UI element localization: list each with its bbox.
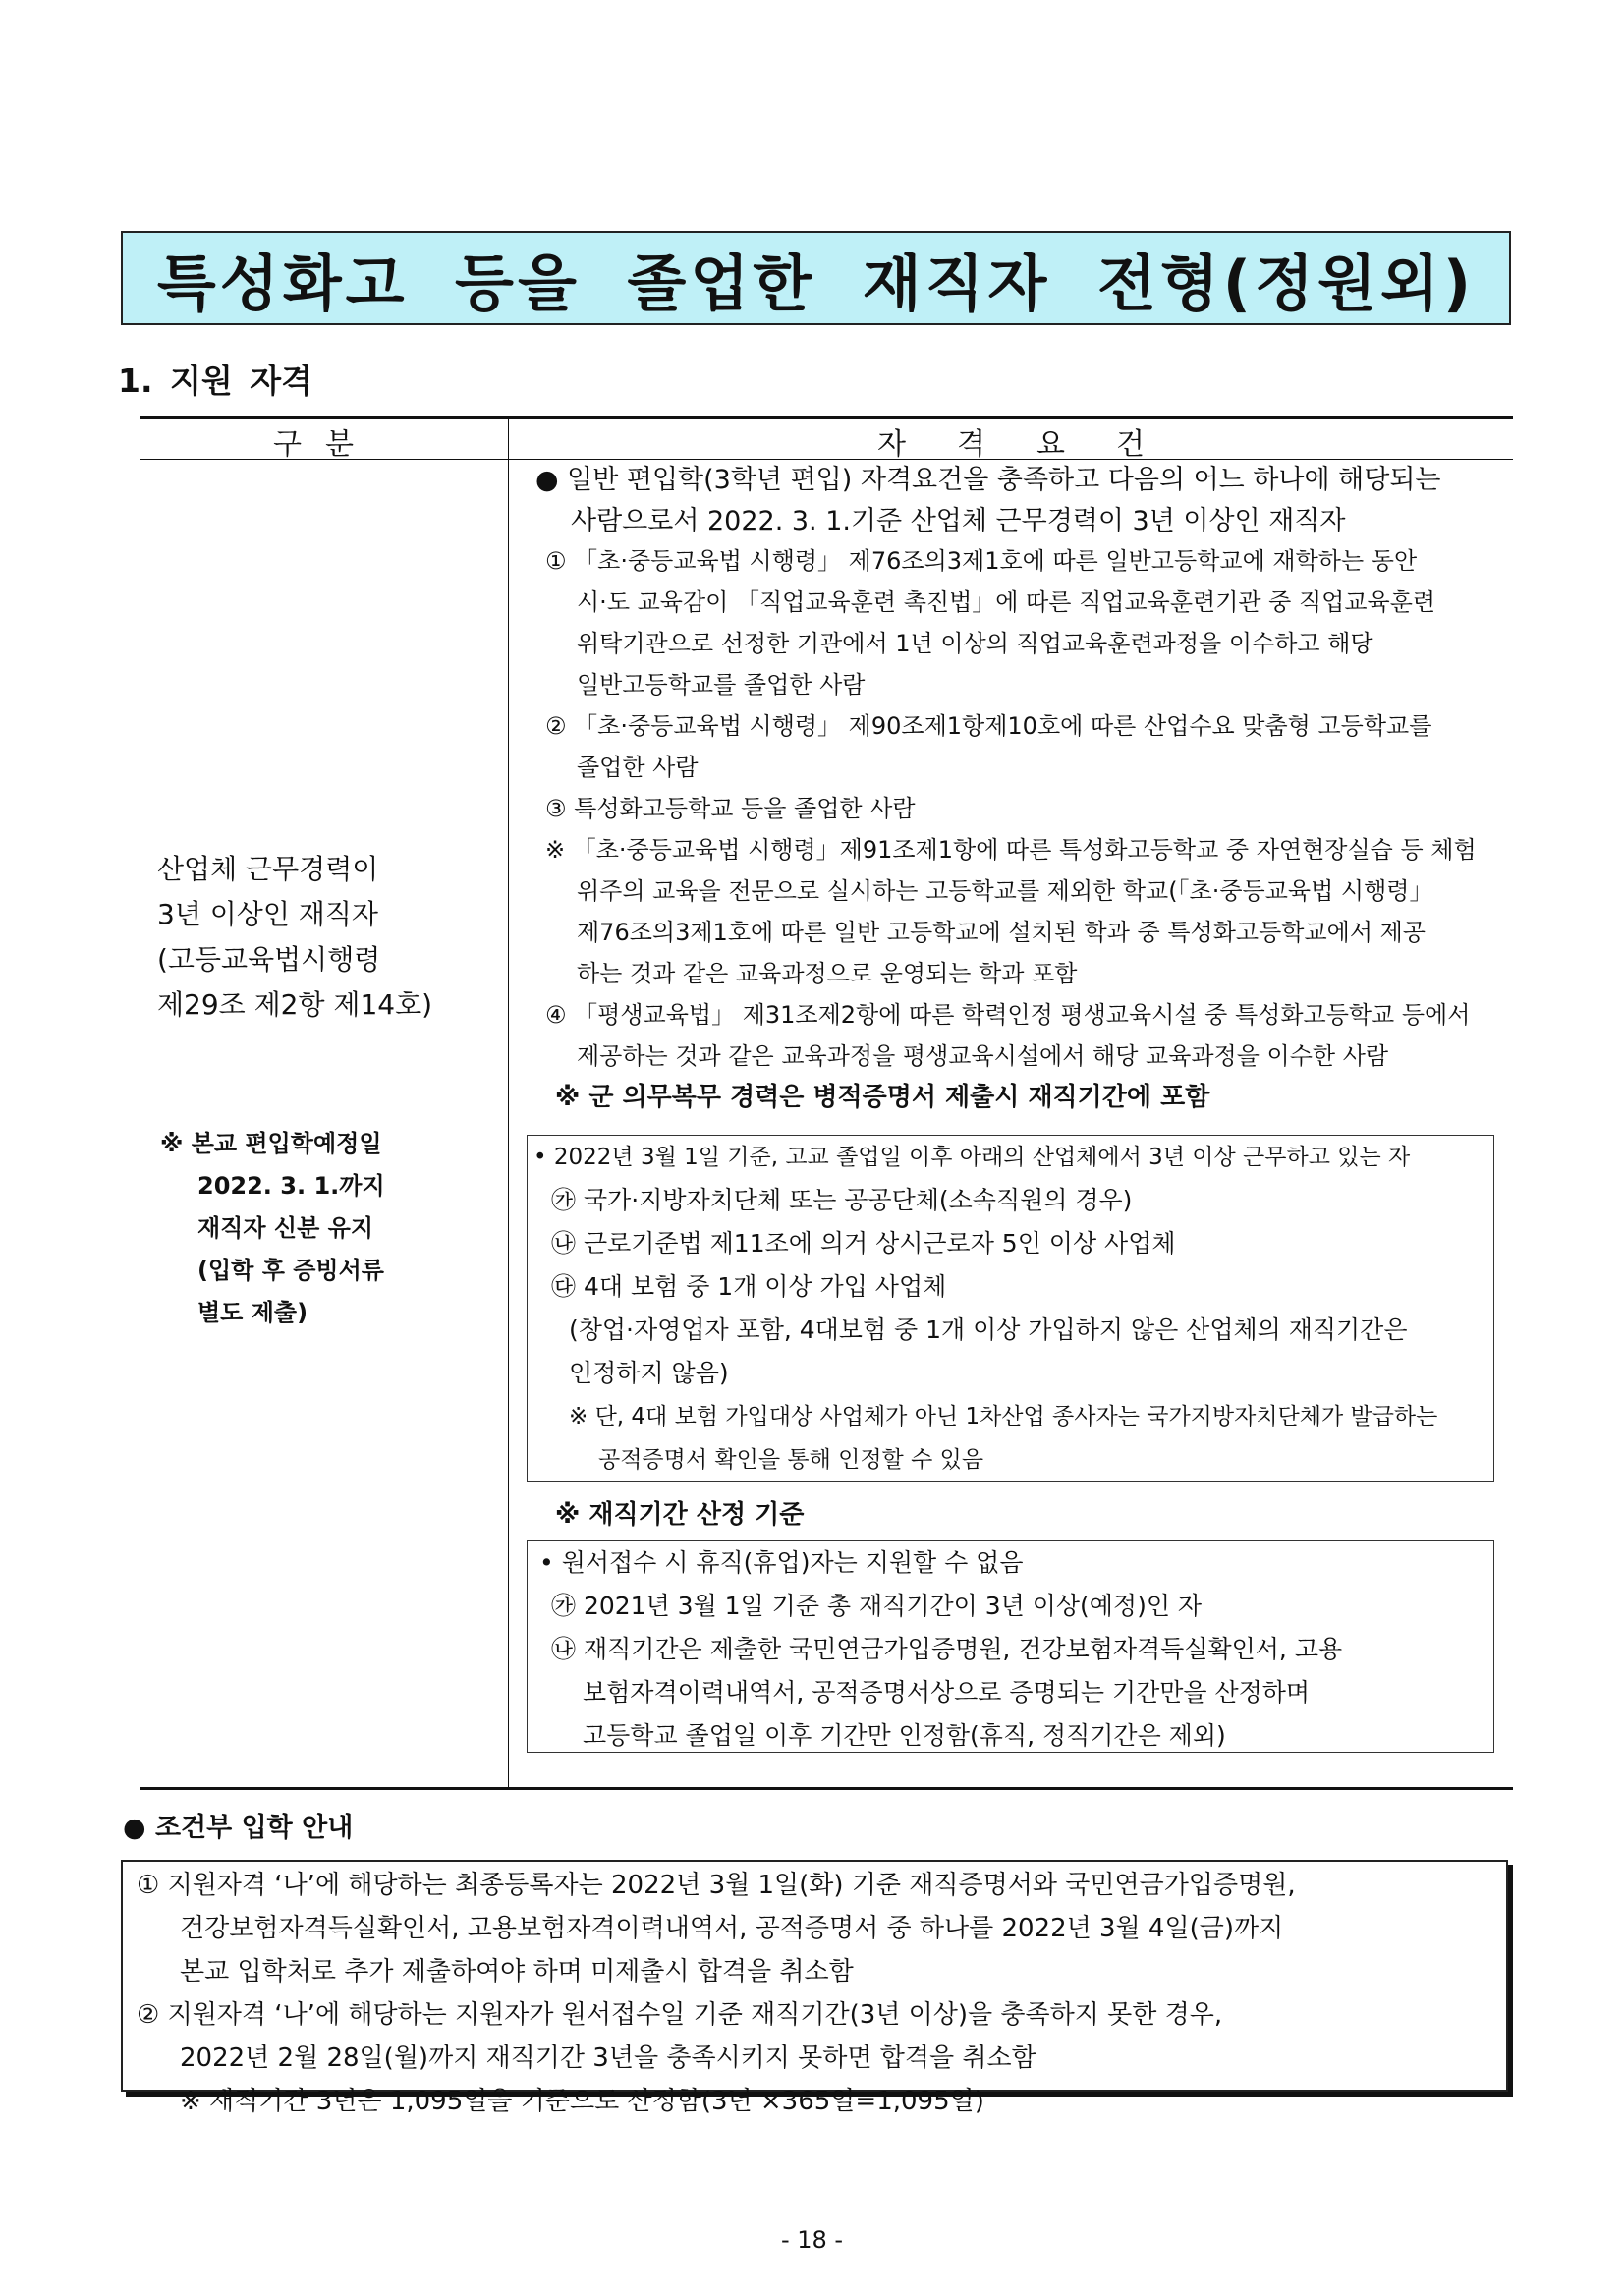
requirements-list — [535, 458, 1477, 1118]
employer-criteria-line: ㉯ 근로기준법 제11조에 의거 상시근로자 5인 이상 사업체 — [551, 1229, 1176, 1258]
table-header-requirements: 자격요건 — [877, 427, 1196, 462]
employer-criteria-line: ※ 단, 4대 보험 가입대상 사업체가 아닌 1차산업 종사자는 국가지방자치단체가 발급하는 — [569, 1404, 1438, 1429]
requirement-line: 하는 것과 같은 교육과정으로 운영되는 학과 포함 — [577, 960, 1078, 987]
requirement-line: 위탁기관으로 선정한 기관에서 1년 이상의 직업교육훈련과정을 이수하고 해당 — [577, 630, 1373, 657]
table-top-rule — [140, 416, 1513, 419]
period-heading: ※ 재직기간 산정 기준 — [555, 1500, 805, 1530]
category-line: 제29조 제2항 제14호) — [157, 988, 433, 1021]
title-banner — [121, 231, 1511, 325]
period-criteria-line: ㉯ 재직기간은 제출한 국민연금가입증명원, 건강보험자격득실확인서, 고용 — [551, 1635, 1343, 1663]
period-criteria-line: 보험자격이력내역서, 공적증명서상으로 증명되는 기간만을 산정하며 — [583, 1678, 1311, 1707]
requirement-line: 제공하는 것과 같은 교육과정을 평생교육시설에서 해당 교육과정을 이수한 사람 — [577, 1042, 1389, 1070]
requirement-line: 제76조의3제1호에 따른 일반 고등학교에 설치된 학과 중 특성화고등학교에서 제공 — [577, 919, 1426, 946]
category-note-line: 재직자 신분 유지 — [197, 1214, 373, 1242]
category-line: 산업체 근무경력이 — [157, 853, 379, 885]
period-criteria-line: ㉮ 2021년 3월 1일 기준 총 재직기간이 3년 이상(예정)인 자 — [551, 1592, 1203, 1620]
category-line: (고등교육법시행령 — [157, 943, 381, 976]
employer-criteria-line: ㉮ 국가·지방자치단체 또는 공공단체(소속직원의 경우) — [551, 1186, 1133, 1214]
employer-criteria-line: ㉰ 4대 보험 중 1개 이상 가입 사업체 — [551, 1272, 947, 1301]
conditional-heading: ● 조건부 입학 안내 — [123, 1813, 354, 1843]
table-column-divider — [508, 416, 509, 1789]
category-note-line: (입학 후 증빙서류 — [197, 1257, 384, 1284]
conditional-line: ② 지원자격 ‘나’에 해당하는 지원자가 원서접수일 기준 재직기간(3년 이상)을 충족하지 못한 경우, — [137, 2000, 1223, 2030]
category-line: 3년 이상인 재직자 — [157, 898, 378, 930]
conditional-line: 2022년 2월 28일(월)까지 재직기간 3년을 충족시키지 못하면 합격을 취소함 — [180, 2044, 1036, 2073]
page-number: - 18 - — [780, 2226, 844, 2254]
requirement-line: 사람으로서 2022. 3. 1.기준 산업체 근무경력이 3년 이상인 재직자 — [571, 506, 1346, 536]
category-note-line: 별도 제출) — [197, 1299, 308, 1326]
requirement-line: 일반고등학교를 졸업한 사람 — [577, 671, 866, 699]
table-header-category: 구분 — [273, 427, 377, 462]
employer-criteria-line: • 2022년 3월 1일 기준, 고교 졸업일 이후 아래의 산업체에서 3년 이상 근무하고 있는 자 — [533, 1145, 1411, 1170]
requirement-line: 시·도 교육감이 「직업교육훈련 촉진법」에 따른 직업교육훈련기관 중 직업교육훈련 — [577, 588, 1436, 616]
employer-criteria-line: 공적증명서 확인을 통해 인정할 수 있음 — [598, 1447, 984, 1473]
employer-criteria-line: (창업·자영업자 포함, 4대보험 중 1개 이상 가입하지 않은 산업체의 재직기간은 — [569, 1316, 1408, 1344]
conditional-line: 본교 입학처로 추가 제출하여야 하며 미제출시 합격을 취소함 — [180, 1957, 854, 1987]
category-note-line: ※ 본교 편입학예정일 — [160, 1130, 382, 1157]
conditional-line: 건강보험자격득실확인서, 고용보험자격이력내역서, 공적증명서 중 하나를 2022년 3월 4일(금)까지 — [180, 1914, 1284, 1943]
requirement-line: 위주의 교육을 전문으로 실시하는 고등학교를 제외한 학교(「초·중등교육법 시행령」 — [577, 877, 1433, 905]
period-criteria-box — [527, 1540, 1494, 1753]
employer-criteria-box — [527, 1135, 1494, 1482]
requirement-line: ● 일반 편입학(3학년 편입) 자격요건을 충족하고 다음의 어느 하나에 해당되는 — [535, 465, 1441, 495]
requirement-line: ② 「초·중등교육법 시행령」 제90조제1항제10호에 따른 산업수요 맞춤형 고등학교를 — [545, 712, 1432, 740]
conditional-line: ① 지원자격 ‘나’에 해당하는 최종등록자는 2022년 3월 1일(화) 기준 재직증명서와 국민연금가입증명원, — [137, 1871, 1296, 1900]
table-bottom-rule — [140, 1787, 1513, 1790]
requirement-line: ※ 「초·중등교육법 시행령」제91조제1항에 따른 특성화고등학교 중 자연현장실습 등 체험 — [545, 836, 1477, 864]
conditional-line: ※ 재직기간 3년은 1,095일을 기준으로 산정함(3년 ×365일=1,095일) — [180, 2087, 984, 2116]
period-criteria-line: 고등학교 졸업일 이후 기간만 인정함(휴직, 정직기간은 제외) — [583, 1721, 1226, 1750]
category-note-line: 2022. 3. 1.까지 — [197, 1172, 385, 1200]
category-cell — [157, 847, 432, 1028]
category-note — [160, 1123, 385, 1334]
requirement-line: ④ 「평생교육법」 제31조제2항에 따른 학력인정 평생교육시설 중 특성화고등학교 등에서 — [545, 1001, 1471, 1029]
section-heading: 1. 지원 자격 — [118, 362, 312, 400]
requirement-line: ① 「초·중등교육법 시행령」 제76조의3제1호에 따른 일반고등학교에 재학하는 동안 — [545, 547, 1418, 575]
requirement-line: ※ 군 의무복무 경력은 병적증명서 제출시 재직기간에 포함 — [555, 1083, 1210, 1112]
employer-criteria-line: 인정하지 않음) — [569, 1359, 729, 1387]
page-title: 특성화고 등을 졸업한 재직자 전형(정원외) — [156, 247, 1476, 319]
period-criteria-line: • 원서접수 시 휴직(휴업)자는 지원할 수 없음 — [539, 1548, 1024, 1577]
requirement-line: ③ 특성화고등학교 등을 졸업한 사람 — [545, 795, 916, 822]
conditional-notice-box — [121, 1860, 1508, 2116]
requirement-line: 졸업한 사람 — [577, 754, 699, 781]
